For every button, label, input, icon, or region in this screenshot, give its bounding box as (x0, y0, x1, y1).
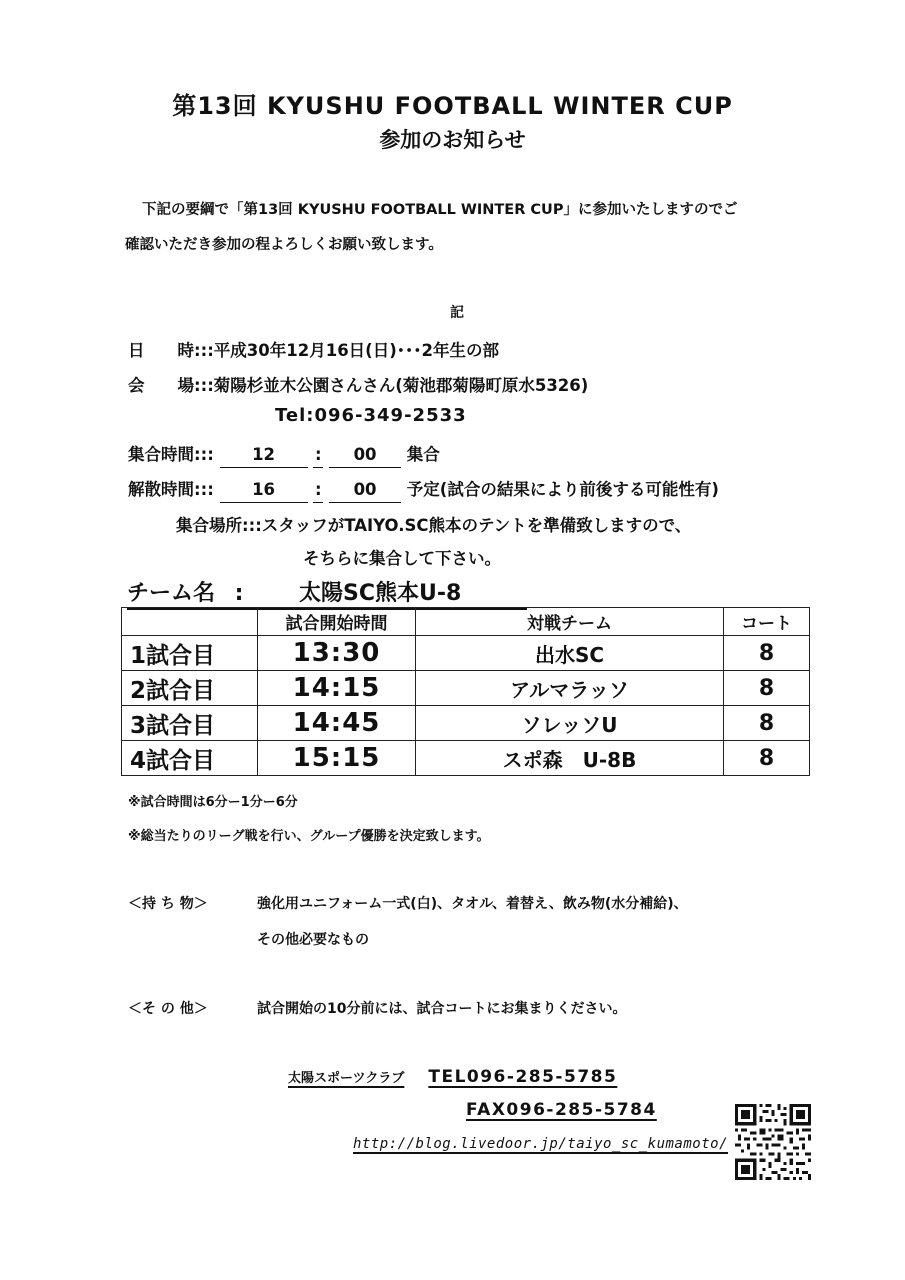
dismiss-hour: 16 (220, 480, 308, 503)
intro-line-1: 下記の要綱で「第13回 KYUSHU FOOTBALL WINTER CUP」に参加いたしますのでご (142, 202, 738, 218)
header-start-time: 試合開始時間 (258, 608, 416, 636)
document-subtitle: 参加のお知らせ (379, 128, 526, 152)
table-header-row (122, 608, 810, 636)
table-row (122, 671, 810, 706)
court-number: 8 (724, 636, 810, 671)
belongings-line-1: 強化用ユニフォーム一式(白)、タオル、着替え、飲み物(水分補給)、 (257, 896, 688, 912)
belongings-label: ＜持 ち 物＞ (128, 896, 208, 912)
start-time: 14:45 (258, 706, 416, 741)
game-number: 3試合目 (122, 706, 258, 741)
other-text: 試合開始の10分前には、試合コートにお集まりください。 (257, 1001, 627, 1017)
gathering-place-line-1: 集合場所:::スタッフがTAIYO.SC熊本のテントを準備致しますので、 (176, 516, 692, 535)
opponent-team: 出水SC (416, 636, 724, 671)
header-game (122, 608, 258, 636)
game-number: 2試合目 (122, 671, 258, 706)
dismiss-time-row (128, 476, 719, 503)
other-label: ＜そ の 他＞ (128, 1001, 208, 1017)
court-number: 8 (724, 706, 810, 741)
qr-code-icon (735, 1104, 811, 1180)
intro-line-2: 確認いただき参加の程よろしくお願い致します。 (125, 237, 443, 253)
header-opponent: 対戦チーム (416, 608, 724, 636)
game-number: 1試合目 (122, 636, 258, 671)
event-venue: 会 場:::菊陽杉並木公園さんさん(菊池郡菊陽町原水5326) (128, 376, 589, 395)
gather-time-label: 集合時間::: (128, 445, 214, 464)
match-schedule-table (121, 607, 810, 776)
footer-club-tel (288, 1067, 617, 1087)
venue-tel: Tel:096-349-2533 (275, 405, 467, 426)
header-court: コート (724, 608, 810, 636)
team-separator: : (234, 581, 244, 606)
ki-heading: 記 (450, 305, 464, 321)
table-row (122, 706, 810, 741)
gather-hour: 12 (220, 445, 308, 468)
team-name-row (127, 576, 527, 610)
document-title: 第13回 KYUSHU FOOTBALL WINTER CUP (172, 92, 733, 120)
club-fax: FAX096-285-5784 (466, 1100, 657, 1120)
team-label: チーム名 (127, 581, 216, 606)
event-date: 日 時:::平成30年12月16日(日)･･･2年生の部 (128, 341, 499, 360)
blog-link[interactable]: http://blog.livedoor.jp/taiyo_sc_kumamoto/ (353, 1136, 729, 1152)
dismiss-time-label: 解散時間::: (128, 480, 214, 499)
dismiss-colon: : (313, 480, 323, 503)
gather-time-row (128, 441, 440, 468)
club-tel: TEL096-285-5785 (428, 1067, 618, 1087)
table-row (122, 741, 810, 776)
team-name: 太陽SC熊本U-8 (299, 581, 462, 606)
court-number: 8 (724, 671, 810, 706)
gathering-place-line-2: そちらに集合して下さい。 (303, 549, 501, 568)
belongings-line-2: その他必要なもの (257, 932, 369, 948)
start-time: 13:30 (258, 636, 416, 671)
opponent-team: アルマラッソ (416, 671, 724, 706)
court-number: 8 (724, 741, 810, 776)
dismiss-minute: 00 (329, 480, 401, 503)
start-time: 15:15 (258, 741, 416, 776)
table-row (122, 636, 810, 671)
note-league-format: ※総当たりのリーグ戦を行い、グループ優勝を決定致します。 (128, 829, 490, 844)
gather-minute: 00 (329, 445, 401, 468)
note-match-duration: ※試合時間は6分ー1分ー6分 (128, 795, 298, 810)
opponent-team: スポ森 U-8B (416, 741, 724, 776)
start-time: 14:15 (258, 671, 416, 706)
opponent-team: ソレッソU (416, 706, 724, 741)
gather-suffix: 集合 (406, 445, 440, 464)
gather-colon: : (313, 445, 323, 468)
game-number: 4試合目 (122, 741, 258, 776)
dismiss-suffix: 予定(試合の結果により前後する可能性有) (406, 480, 719, 499)
club-name: 太陽スポーツクラブ (288, 1071, 405, 1086)
